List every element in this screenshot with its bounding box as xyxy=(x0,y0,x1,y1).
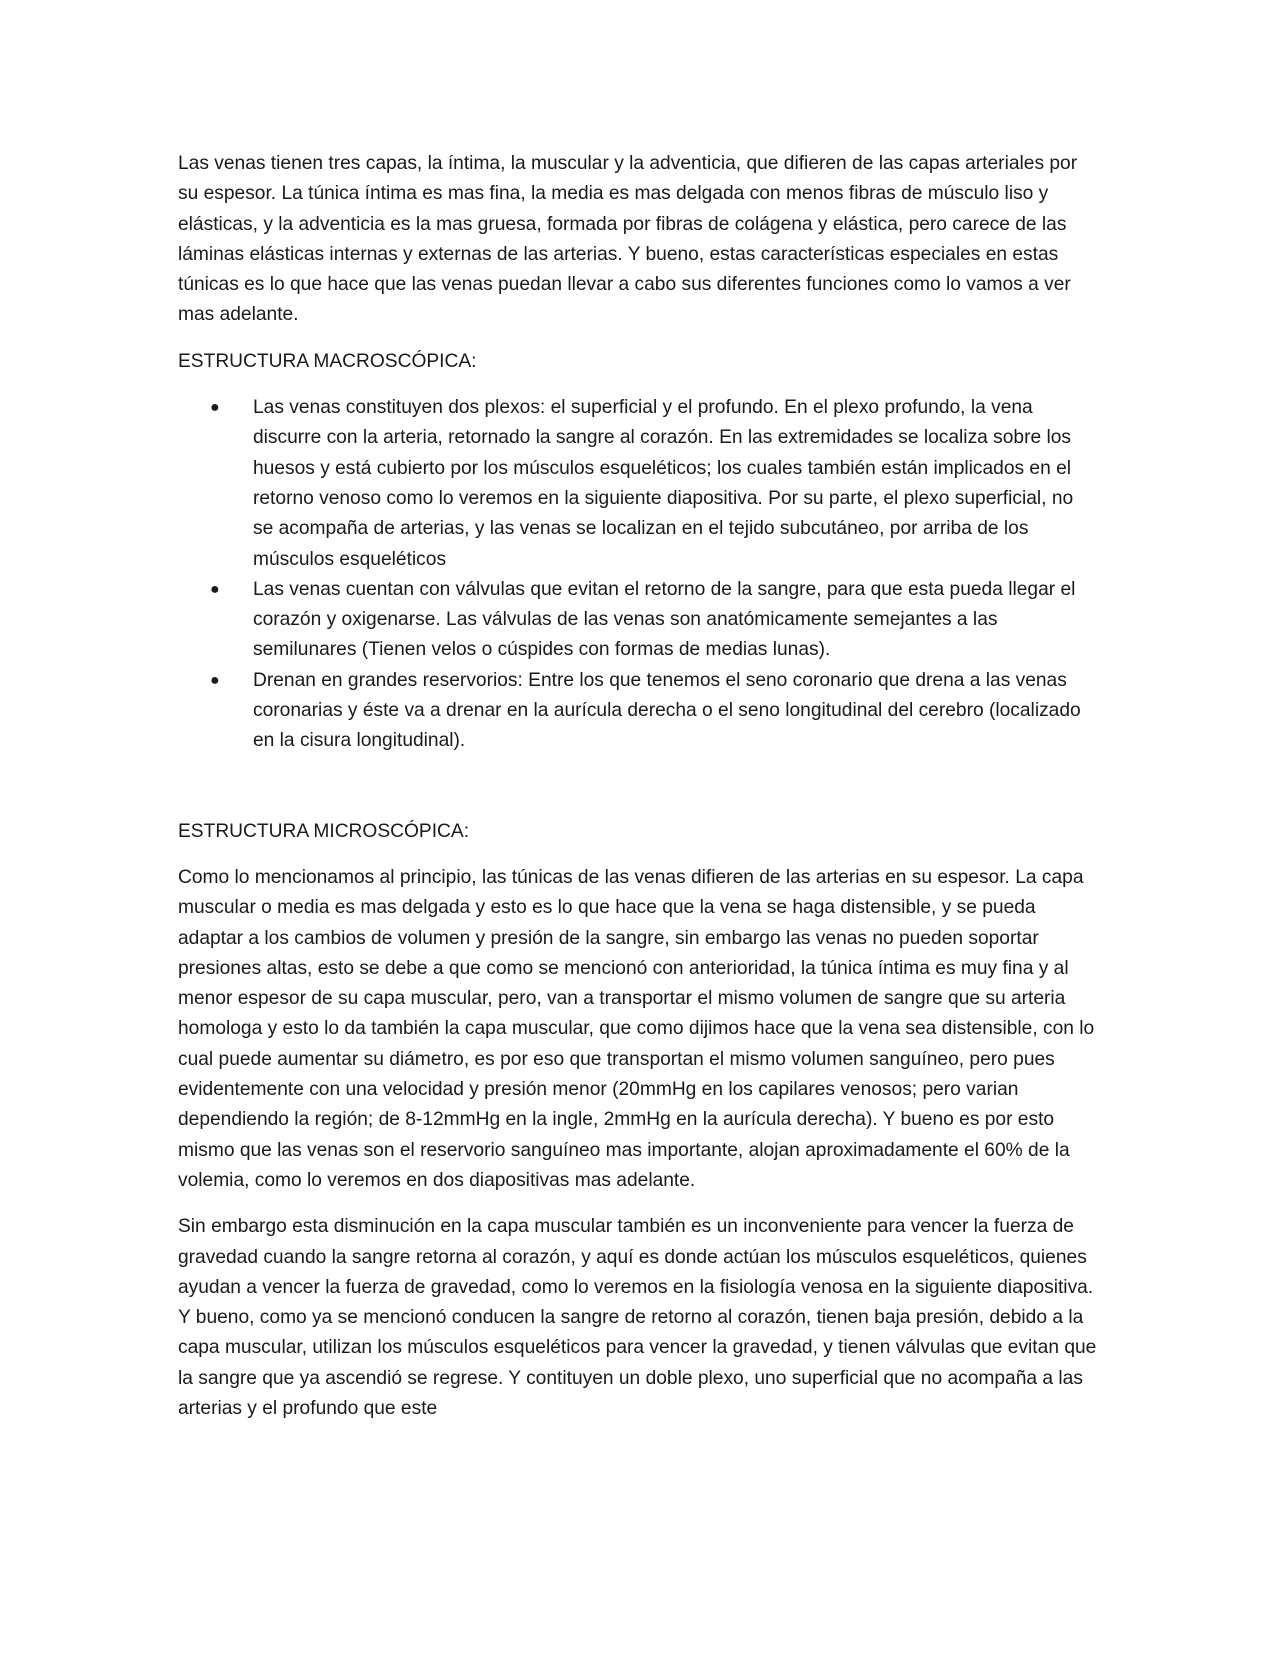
list-item-text: Las venas constituyen dos plexos: el superficial y el profundo. En el plexo profundo, la vena discurre con la arteria, retornado la sangre al corazón. En las extremidades se localiza sobre los huesos y está cubierto por los músculos esqueléticos; los cuales también están implicados en el retorno venoso como lo veremos en la siguiente diapositiva. Por su parte, el plexo superficial, no se acompaña de arterias, y las venas se localizan en el tejido subcutáneo, por arriba de los músculos esqueléticos xyxy=(253,397,1074,570)
list-item xyxy=(178,575,1098,666)
bullet-icon: ● xyxy=(210,671,220,689)
macro-bullet-list xyxy=(178,393,1098,757)
macro-heading: ESTRUCTURA MACROSCÓPICA: xyxy=(178,350,477,372)
micro-paragraph-2: Sin embargo esta disminución en la capa muscular también es un inconveniente para vencer la fuerza de gravedad cuando la sangre retorna al corazón, y aquí es donde actúan los músculos esqueléticos, quienes ayudan a vencer la fuerza de gravedad, como lo veremos en la fisiología venosa en la siguiente diapositiva. Y bueno, como ya se mencionó conducen la sangre de retorno al corazón, tienen baja presión, debido a la capa muscular, utilizan los músculos esqueléticos para vencer la gravedad, y tienen válvulas que evitan que la sangre que ya ascendió se regrese. Y contituyen un doble plexo, uno superficial que no acompaña a las arterias y el profundo que este xyxy=(178,1216,1097,1419)
bullet-icon: ● xyxy=(210,399,220,417)
micro-paragraph-1: Como lo mencionamos al principio, las túnicas de las venas difieren de las arterias en su espesor. La capa muscular o media es mas delgada y esto es lo que hace que la vena se haga distensible, y se pueda adaptar a los cambios de volumen y presión de la sangre, sin embargo las venas no pueden soportar presiones altas, esto se debe a que como se mencionó con anterioridad, la túnica íntima es muy fina y al menor espesor de su capa muscular, pero, van a transportar el mismo volumen de sangre que su arteria homologa y esto lo da también la capa muscular, que como dijimos hace que la vena sea distensible, con lo cual puede aumentar su diámetro, es por eso que transportan el mismo volumen sanguíneo, pero pues evidentemente con una velocidad y presión menor (20mmHg en los capilares venosos; pero varian dependiendo la región; de 8-12mmHg en la ingle, 2mmHg en la aurícula derecha). Y bueno es por esto mismo que las venas son el reservorio sanguíneo mas importante, alojan aproximadamente el 60% de la volemia, como lo veremos en dos diapositivas mas adelante. xyxy=(178,866,1095,1191)
list-item xyxy=(178,393,1098,575)
list-item xyxy=(178,666,1098,757)
intro-paragraph: Las venas tienen tres capas, la íntima, la muscular y la adventicia, que difieren de las capas arteriales por su espesor. La túnica íntima es mas fina, la media es mas delgada con menos fibras de músculo liso y elásticas, y la adventicia es la mas gruesa, formada por fibras de colágena y elástica, pero carece de las láminas elásticas internas y externas de las arterias. Y bueno, estas características especiales en estas túnicas es lo que hace que las venas puedan llevar a cabo sus diferentes funciones como lo vamos a ver mas adelante. xyxy=(178,153,1078,326)
document-body xyxy=(178,149,1098,1440)
list-item-text: Las venas cuentan con válvulas que evitan el retorno de la sangre, para que esta pueda llegar el corazón y oxigenarse. Las válvulas de las venas son anatómicamente semejantes a las semilunares (Tienen velos o cúspides con formas de medias lunas). xyxy=(253,578,1076,661)
micro-heading: ESTRUCTURA MICROSCÓPICA: xyxy=(178,820,470,842)
list-item-text: Drenan en grandes reservorios: Entre los que tenemos el seno coronario que drena a las venas coronarias y éste va a drenar en la aurícula derecha o el seno longitudinal del cerebro (localizado en la cisura longitudinal). xyxy=(253,669,1081,752)
blank-line xyxy=(178,757,1098,817)
bullet-icon: ● xyxy=(210,580,220,598)
